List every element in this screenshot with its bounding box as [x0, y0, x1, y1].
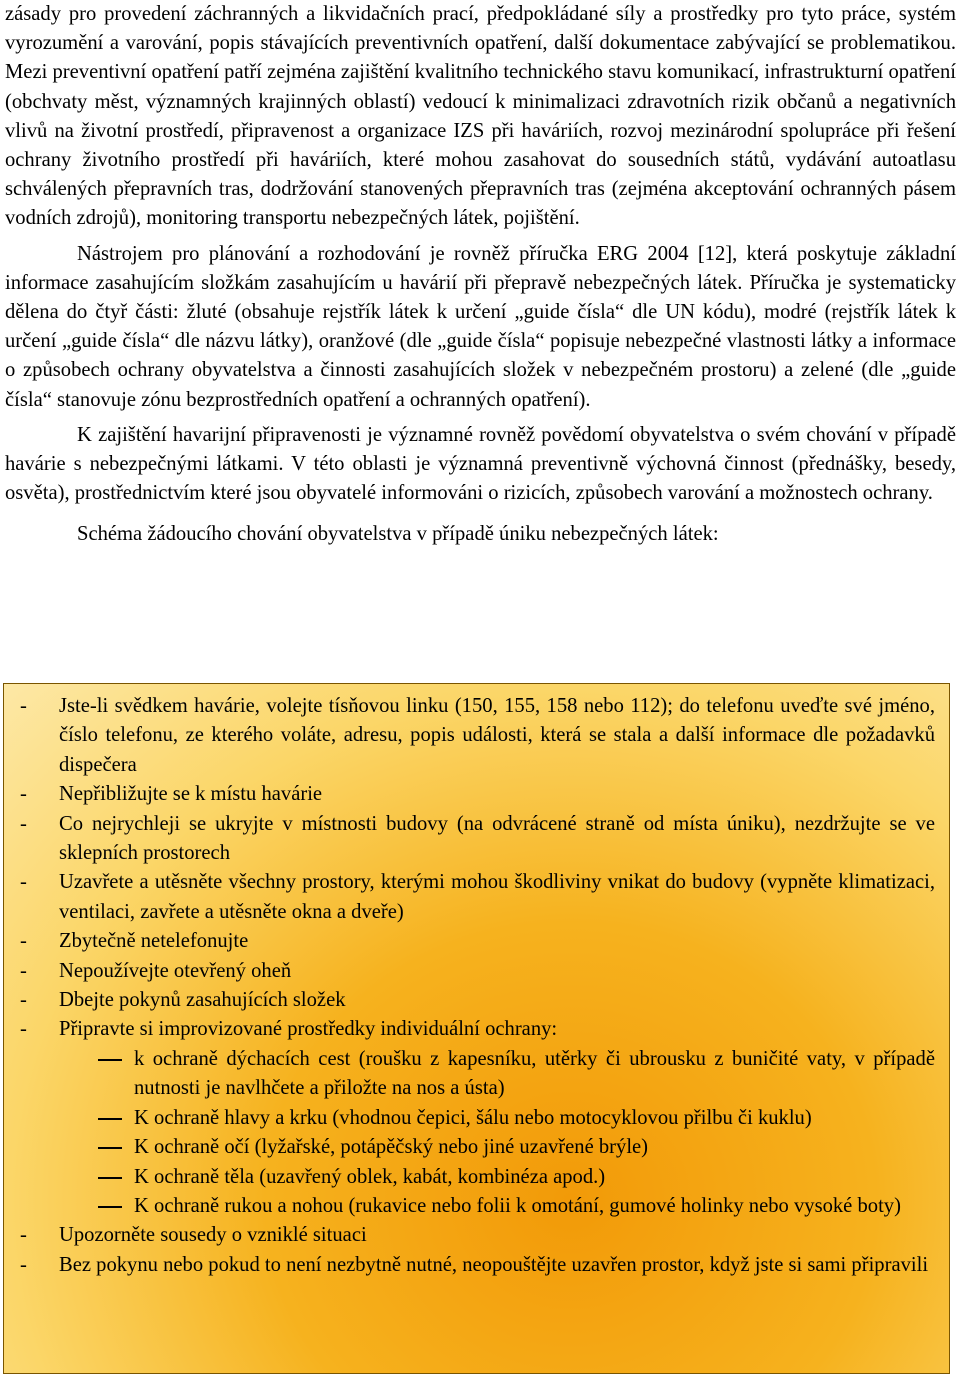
behavior-list: [4, 692, 949, 1280]
list-dash: -: [20, 959, 27, 982]
sub-list-item: k ochraně dýchacích cest (roušku z kapesníku, utěrky či ubrousku z buničité vaty, v případě nutnosti je navlhčete a přiložte na nos a ústa): [4, 1045, 949, 1104]
list-dash: -: [20, 695, 27, 717]
list-item: - Dbejte pokynů zasahujících složek: [4, 986, 949, 1015]
list-dash: -: [20, 930, 27, 953]
em-dash-bullet: [98, 1059, 122, 1061]
list-dash: -: [20, 1253, 27, 1276]
list-dash: -: [20, 1224, 27, 1247]
list-dash: -: [20, 812, 27, 835]
em-dash-bullet: [98, 1118, 122, 1120]
document-page: [5, 0, 956, 550]
list-item: - Upozorněte sousedy o vzniklé situaci: [4, 1221, 949, 1250]
list-dash: -: [20, 871, 27, 894]
behavior-scheme-box: [3, 683, 950, 1374]
list-dash: -: [20, 1018, 27, 1041]
paragraph-scheme-intro: Schéma žádoucího chování obyvatelstva v případě úniku nebezpečných látek:: [77, 523, 719, 546]
em-dash-bullet: [98, 1147, 122, 1149]
list-item: - Nepoužívejte otevřený oheň: [4, 957, 949, 986]
em-dash-bullet: [98, 1177, 122, 1179]
paragraph-prevention: zásady pro provedení záchranných a likvidačních prací, předpokládané síly a prostředky pro tyto práce, systém vyrozumění a varování, popis stávajících preventivních opatření, další dokumentace zabývající se problematikou. Mezi preventivní opatření patří zejména zajištění kvalitního technického stavu komunikací, infrastrukturní opatření (obchvaty měst, významných krajinných oblastí) vedoucí k minimalizaci zdravotních rizik občanů a negativních vlivů na životní prostředí, připravenost a organizace IZS při haváriích, rozvoj mezinárodní spolupráce při řešení ochrany životního prostředí při haváriích, které mohou zasahovat do sousedních států, vydávání autoatlasu schválených přepravních tras, dodržování stanovených přepravních tras (zejména akceptování ochranných pásem vodních zdrojů), monitoring transportu nebezpečných látek, pojištění.: [5, 3, 956, 230]
list-item: - Jste-li svědkem havárie, volejte tísňovou linku (150, 155, 158 nebo 112); do telefonu uveďte své jméno, číslo telefonu, ze kterého voláte, adresu, popis události, která se stala a další informace dle požadavků dispečera: [4, 692, 949, 780]
sub-list-item: K ochraně rukou a nohou (rukavice nebo folii k omotání, gumové holinky nebo vysoké boty): [4, 1192, 949, 1221]
paragraph-erg-handbook: Nástrojem pro plánování a rozhodování je rovněž příručka ERG 2004 [12], která poskytuje základní informace zasahujícím složkám zasahujícím u havárií při přepravě nebezpečných látek. Příručka je systematicky dělena do čtyř části: žluté (obsahuje rejstřík látek k určení „guide čísla“ dle UN kódu), modré (rejstřík látek k určení „guide čísla“ dle názvu látky), oranžové (dle „guide čísla“ popisuje nebezpečné vlastnosti látky a informace o způsobech ochrany obyvatelstva a činnosti zasahujících složek v nebezpečném prostoru) a zelené (dle „guide čísla“ stanovuje zónu bezprostředních opatření a ochranných opatření).: [5, 242, 956, 411]
list-item: - Co nejrychleji se ukryjte v místnosti budovy (na odvrácené straně od místa úniku), nezdržujte se ve sklepních prostorech: [4, 810, 949, 869]
list-dash: -: [20, 783, 27, 806]
list-item: - Bez pokynu nebo pokud to není nezbytně nutné, neopouštějte uzavřen prostor, když jste si sami připravili: [4, 1251, 949, 1280]
sub-list-item: K ochraně očí (lyžařské, potápěčský nebo jiné uzavřené brýle): [4, 1133, 949, 1162]
list-item: - Nepřibližujte se k místu havárie: [4, 780, 949, 809]
em-dash-bullet: [98, 1206, 122, 1208]
sub-list-item: K ochraně hlavy a krku (vhodnou čepici, šálu nebo motocyklovou přilbu či kuklu): [4, 1104, 949, 1133]
list-dash: -: [20, 989, 27, 1012]
paragraph-awareness: K zajištění havarijní připravenosti je významné rovněž povědomí obyvatelstva o svém chování v případě havárie s nebezpečnými látkami. V této oblasti je významná preventivně výchovná činnost (přednášky, besedy, osvěta), prostřednictvím které jsou obyvatelé informováni o rizicích, způsobech varování a možnostech ochrany.: [5, 423, 956, 505]
sub-list-item: K ochraně těla (uzavřený oblek, kabát, kombinéza apod.): [4, 1163, 949, 1192]
list-item: - Zbytečně netelefonujte: [4, 927, 949, 956]
list-item: - Uzavřete a utěsněte všechny prostory, kterými mohou škodliviny vnikat do budovy (vypněte klimatizaci, ventilaci, zavřete a utěsněte okna a dveře): [4, 868, 949, 927]
list-item: - Připravte si improvizované prostředky individuální ochrany:: [4, 1015, 949, 1044]
